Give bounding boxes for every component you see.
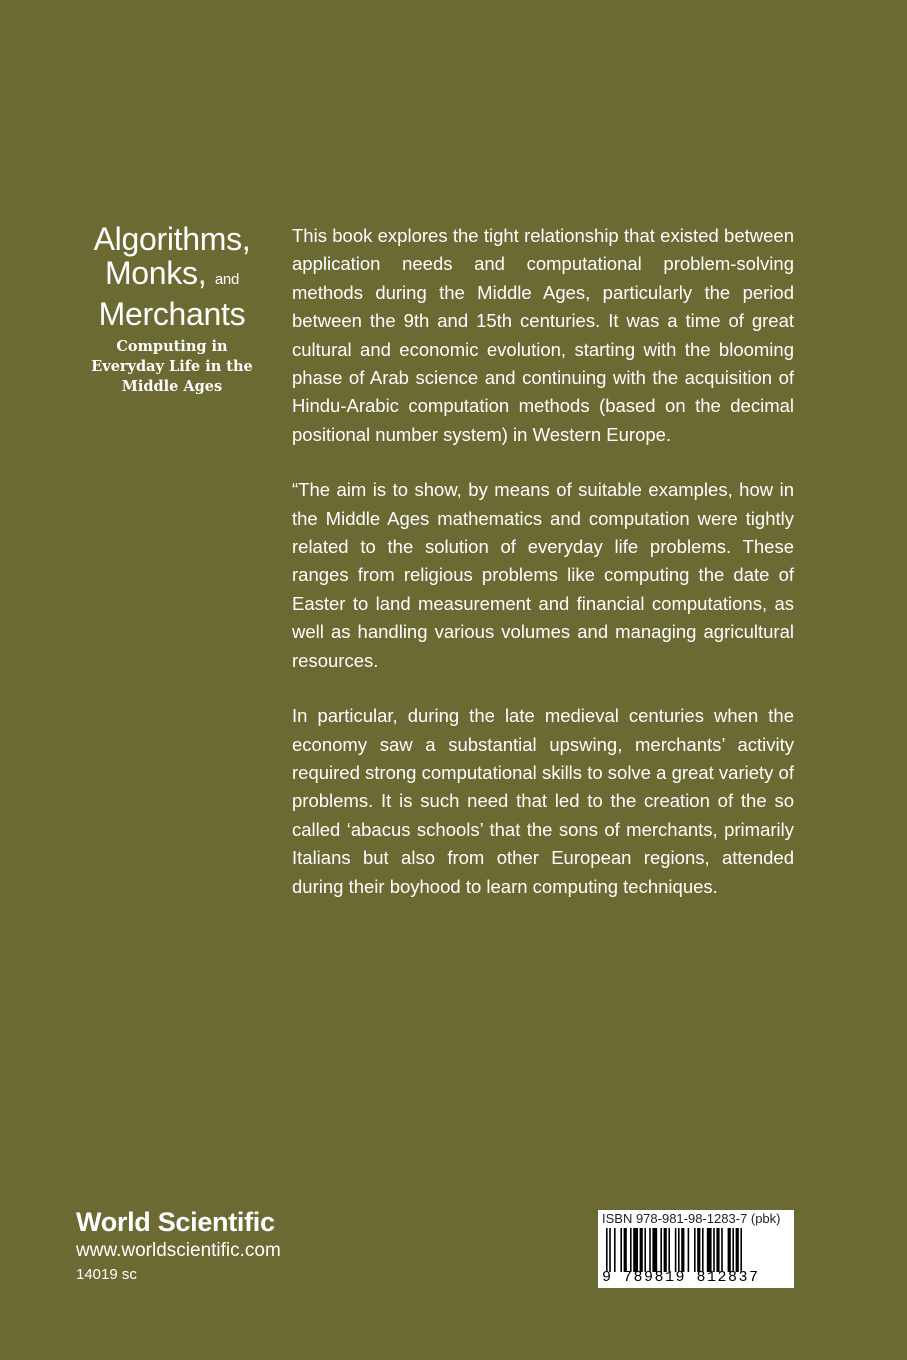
- title-line-1: Algorithms,: [93, 221, 251, 257]
- book-title-block: [72, 222, 272, 397]
- barcode-bar: [728, 1228, 731, 1272]
- subtitle-line-2: Everyday Life in the: [91, 358, 253, 375]
- barcode-bar: [732, 1228, 734, 1272]
- barcode-bar: [664, 1228, 667, 1272]
- description-paragraph-2: “The aim is to show, by means of suitable examples, how in the Middle Ages mathematics and computation were tightly related to the solution of everyday life problems. These ranges from religious problems like computing the date of Easter to land measurement and financial computations, as well as handling various volumes and managing agricultural resources.: [292, 479, 794, 671]
- barcode-bar: [707, 1228, 712, 1272]
- barcode-bar: [606, 1228, 608, 1272]
- barcode-bar: [697, 1228, 700, 1272]
- subtitle-line-3: Middle Ages: [121, 378, 223, 395]
- barcode-bar: [630, 1228, 632, 1272]
- barcode-bar: [640, 1228, 643, 1272]
- publisher-url: www.worldscientific.com: [76, 1240, 281, 1261]
- publisher-name: World Scientific: [76, 1207, 275, 1237]
- barcode-bar: [644, 1228, 646, 1272]
- barcode-bar: [736, 1228, 739, 1272]
- title-and: and: [214, 271, 240, 288]
- barcode-bar: [614, 1228, 616, 1272]
- title-monks: Monks,: [104, 255, 207, 291]
- subtitle-line-1: Computing in: [116, 338, 228, 355]
- barcode-bar: [633, 1228, 638, 1272]
- barcode-bar: [660, 1228, 662, 1272]
- barcode-digits: 9 789819 812837: [602, 1269, 760, 1286]
- barcode-bars: [606, 1228, 786, 1272]
- publisher-code: 14019 sc: [76, 1266, 137, 1283]
- barcode-bar: [649, 1228, 651, 1272]
- barcode-bar: [721, 1228, 723, 1272]
- barcode-bar: [668, 1228, 670, 1272]
- barcode-bar: [652, 1228, 657, 1272]
- barcode-bar: [688, 1228, 690, 1272]
- barcode-bar: [702, 1228, 704, 1272]
- barcode-bar: [675, 1228, 677, 1272]
- title-line-2: [72, 256, 272, 297]
- barcode-bar: [694, 1228, 696, 1272]
- barcode-bar: [624, 1228, 627, 1272]
- barcode-bar: [713, 1228, 715, 1272]
- barcode-bar: [620, 1228, 622, 1272]
- isbn-barcode: [598, 1210, 794, 1288]
- barcode-bar: [716, 1228, 719, 1272]
- book-description: [292, 222, 794, 928]
- title-line-3: Merchants: [98, 296, 246, 332]
- book-subtitle: [72, 337, 272, 397]
- barcode-bar: [678, 1228, 680, 1272]
- barcode-bar: [681, 1228, 684, 1272]
- barcode-bar: [740, 1228, 742, 1272]
- publisher-block: [76, 1206, 281, 1286]
- description-paragraph-3: In particular, during the late medieval centuries when the economy saw a substantial upswing, merchants’ activity required strong computational skills to solve a great variety of problems. It is such need that led to the creation of the so called ‘abacus schools’ that the sons of merchants, primarily Italians but also from other European regions, attended during their boyhood to learn computing techniques.: [292, 705, 794, 897]
- description-paragraph-1: This book explores the tight relationship that existed between application needs and computational problem-solving methods during the Middle Ages, particularly the period between the 9th and 15th centuries. It was a time of great cultural and economic evolution, starting with the blooming phase of Arab science and continuing with the acquisition of Hindu-Arabic computation methods (based on the decimal positional number system) in Western Europe.: [292, 225, 794, 445]
- barcode-bar: [609, 1228, 611, 1272]
- isbn-label: ISBN 978-981-98-1283-7 (pbk): [602, 1211, 781, 1226]
